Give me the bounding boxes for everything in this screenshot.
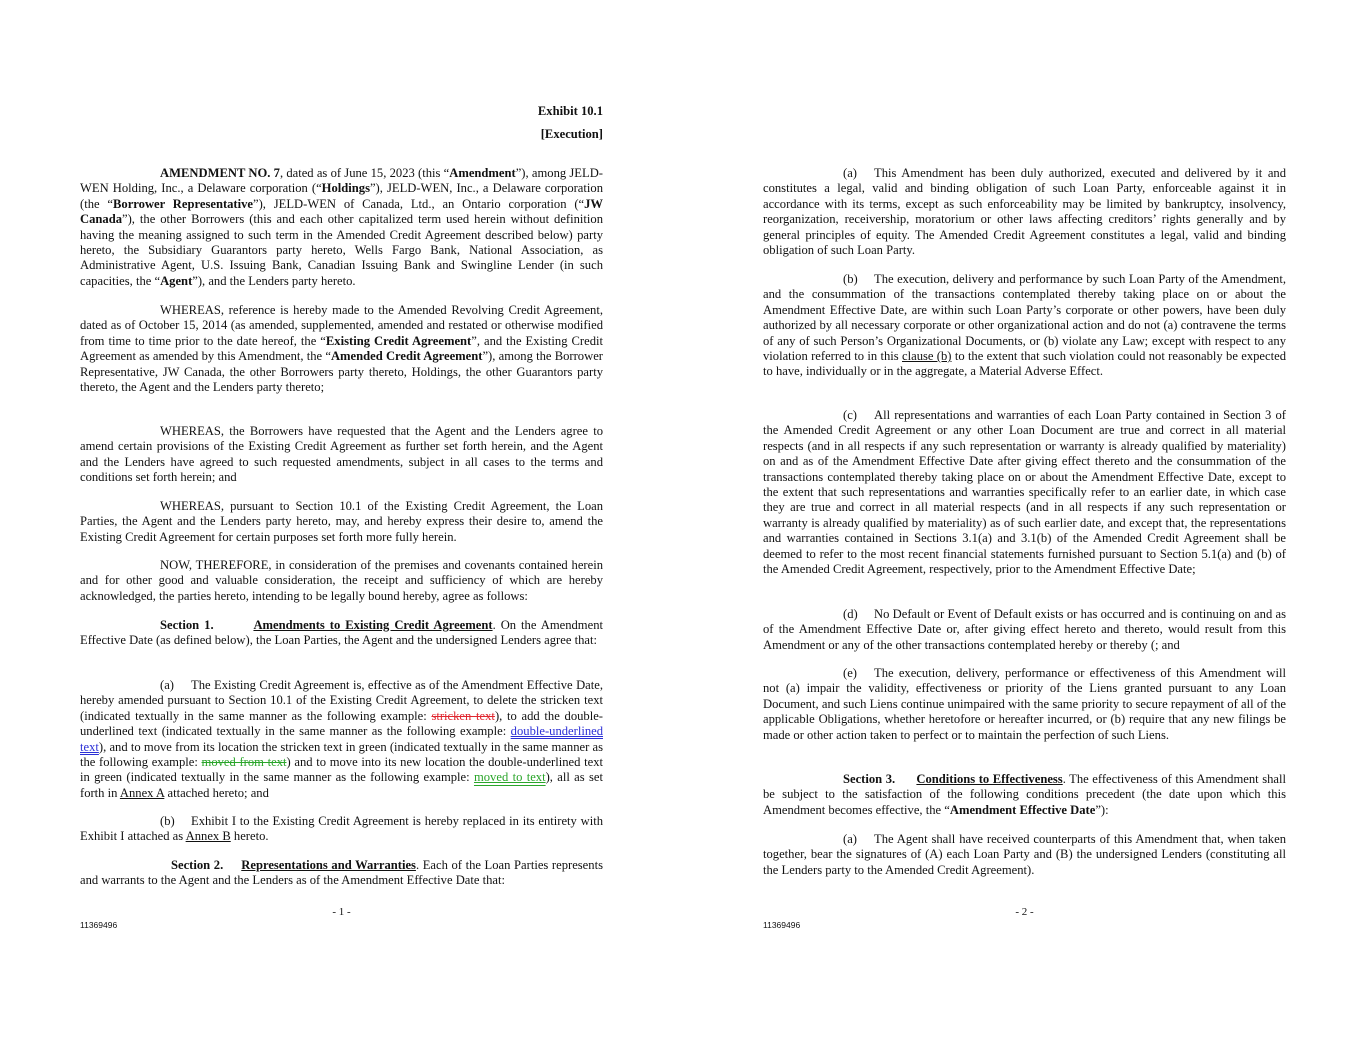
moved-from-text-example: moved from text	[201, 755, 287, 770]
intro-text: , dated as of June 15, 2023 (this “	[279, 166, 450, 180]
clause-label: (c)	[843, 408, 857, 422]
section-text: . On the Amendment Effective Date (as defined below), the Loan Parties, the Agent and the undersigned Lenders agree that:	[80, 618, 603, 648]
section-1a-paragraph	[80, 678, 603, 801]
intro-text: ”), among JELD-WEN Holding, Inc., a Delaware corporation (“	[80, 166, 603, 196]
whereas-text: ”, and the Existing Credit Agreement as amended by this Amendment, the “	[80, 333, 603, 364]
section-1-paragraph	[80, 618, 603, 649]
whereas-text: ”), among the Borrower Representative, JW Canada, the other Borrowers party thereto, Holdings, the other Guarantors party thereto, the Agent and the Lenders party thereto;	[80, 349, 603, 395]
clause-text: ), and to move from its location the stricken text in green (indicated textually in the same manner as the following example:	[80, 739, 603, 770]
clause-text: No Default or Event of Default exists or has occurred and is continuing on and as of the Amendment Effective Date or, after giving effect hereto and thereto, would result from this Amendment or any of the other transactions contemplated hereby or thereby (; and	[763, 607, 1286, 652]
double-underlined-text-example: double-underlined text	[80, 724, 603, 754]
intro-text: ”), the other Borrowers (this and each other capitalized term used herein without definition having the meaning assigned to such term in the Amended Credit Agreement described below) party hereto, the Subsidiary Guarantors party hereto, Wells Fargo Bank, National Association, as Administrative Agent, U.S. Issuing Bank, Canadian Issuing Bank and Swingline Lender (in such capacities, the “	[80, 212, 603, 288]
section-label: Section 2.	[171, 858, 224, 872]
defined-term: Holdings	[321, 181, 370, 196]
defined-term: Amendment	[449, 166, 516, 180]
section-heading: Conditions to Effectiveness	[916, 772, 1063, 786]
clause-label: (a)	[160, 678, 174, 692]
section-2d-paragraph	[763, 607, 1286, 653]
section-1b-paragraph	[80, 814, 603, 845]
clause-text: ), to add the double-underlined text (indicated textually in the same manner as the following example:	[80, 708, 603, 739]
clause-text: ), all as set forth in	[80, 770, 603, 800]
intro-paragraph	[80, 166, 603, 289]
defined-term: JW Canada	[80, 196, 603, 227]
section-3a-paragraph	[763, 832, 1286, 878]
page-number: - 2 -	[1015, 906, 1034, 918]
section-3-paragraph	[763, 772, 1286, 818]
annex-b-reference: Annex B	[185, 829, 231, 844]
intro-text: ”), JELD-WEN, Inc., a Delaware corporation (the “	[80, 181, 603, 211]
now-therefore-paragraph: NOW, THEREFORE, in consideration of the premises and covenants contained herein and for other good and valuable consideration, the receipt and sufficiency of which are hereby acknowledged, the parties hereto, intending to be legally bound hereby, agree as follows:	[80, 558, 603, 603]
clause-text: ) and to move into its new location the double-underlined text in green (indicated textually in the same manner as the following example:	[80, 755, 603, 785]
whereas-paragraph-1	[80, 303, 603, 395]
clause-text: All representations and warranties of each Loan Party contained in Section 3 of the Amended Credit Agreement or any other Loan Document are true and correct in all material respects (and in all respects if any such representation or warranty is already qualified by materiality) on and as of the Amendment Effective Date after giving effect thereto and the consummation of the transactions contemplated thereby taking place on or about the Amendment Effective Date, except to the extent that such representations and warranties specifically refer to an earlier date, in which case they are true and correct in all material respects (and in all respects if any such representation or warranty is already qualified by materiality) as of such earlier date, and except that, the representations and warranties contained in Sections 3.1(a) and 3.1(b) of the Amended Credit Agreement shall be deemed to refer to the most recent financial statements furnished pursuant to Section 5.1(a) and (b) of the Amended Credit Agreement, respectively, prior to the Amendment Effective Date;	[763, 408, 1286, 577]
clause-label: (e)	[843, 666, 857, 680]
defined-term: Existing Credit Agreement	[325, 333, 472, 348]
execution-label: [Execution]	[540, 127, 603, 141]
section-2c-paragraph	[763, 408, 1286, 577]
section-label: Section 3.	[843, 772, 896, 786]
whereas-text: WHEREAS, reference is hereby made to the Amended Revolving Credit Agreement, dated as of October 15, 2014 (as amended, supplemented, amended and restated or otherwise modified from time to time prior to the date hereof, the “	[80, 303, 603, 348]
section-text: . Each of the Loan Parties represents and warrants to the Agent and the Lenders as of the Amendment Effective Date that:	[80, 858, 603, 888]
clause-label: (b)	[160, 814, 175, 828]
page-number: - 1 -	[332, 906, 351, 918]
defined-term: Amendment Effective Date	[949, 802, 1096, 817]
section-2a-paragraph	[763, 166, 1286, 258]
section-2e-paragraph	[763, 666, 1286, 743]
clause-label: (b)	[843, 272, 858, 286]
clause-b-reference: clause (b)	[902, 349, 952, 364]
clause-label: (a)	[843, 166, 857, 180]
clause-label: (a)	[843, 832, 857, 846]
section-2b-paragraph	[763, 272, 1286, 380]
intro-text: ”), and the Lenders party hereto.	[192, 273, 356, 288]
whereas-paragraph-2: WHEREAS, the Borrowers have requested that the Agent and the Lenders agree to amend certain provisions of the Existing Credit Agreement as further set forth herein, and the Agent and the Lenders have agreed to such requested amendments, subject in all cases to the terms and conditions set forth herein; and	[80, 424, 603, 485]
defined-term: Agent	[160, 273, 193, 288]
section-text: ”):	[1095, 802, 1109, 817]
section-heading: Representations and Warranties	[241, 858, 416, 872]
section-label: Section 1.	[160, 618, 214, 632]
intro-text: ”), JELD-WEN of Canada, Ltd., an Ontario corporation (“	[253, 196, 585, 211]
moved-to-text-example: moved to text	[473, 770, 546, 785]
clause-text: to the extent that such violation could not reasonably be expected to have, individually or in the aggregate, a Material Adverse Effect.	[763, 349, 1286, 379]
document-id: 11369496	[763, 920, 801, 930]
clause-text: attached hereto; and	[164, 785, 269, 800]
clause-text: The execution, delivery, performance or effectiveness of this Amendment will not (a) impair the validity, effectiveness or priority of the Liens granted pursuant to any Loan Document, and such Liens continue unimpaired with the same priority to secure repayment of all of the applicable Obligations, whether heretofore or hereafter incurred, or (b) require that any new filings be made or other action taken to perfect or to maintain the perfection of such Liens.	[763, 666, 1286, 742]
clause-text: hereto.	[230, 829, 269, 844]
clause-text: This Amendment has been duly authorized, executed and delivered by it and constitutes a legal, valid and binding obligation of such Loan Party, enforceable against it in accordance with its terms, except as such enforceability may be limited by bankruptcy, insolvency, reorganization, receivership, moratorium or other laws affecting creditors’ rights generally and by general principles of equity. The Amended Credit Agreement constitutes a legal, valid and binding obligation of such Loan Party.	[763, 166, 1286, 258]
whereas-paragraph-3: WHEREAS, pursuant to Section 10.1 of the Existing Credit Agreement, the Loan Parties, the Agent and the Lenders party hereto, may, and hereby express their desire to, amend the Existing Credit Agreement for certain purposes set forth more fully herein.	[80, 499, 603, 544]
amendment-title: AMENDMENT NO. 7	[160, 166, 280, 180]
exhibit-label: Exhibit 10.1	[537, 104, 603, 118]
annex-a-reference: Annex A	[119, 785, 165, 800]
stricken-text-example: stricken text	[431, 708, 495, 723]
section-2-paragraph	[80, 858, 603, 889]
clause-text: The Existing Credit Agreement is, effective as of the Amendment Effective Date, hereby amended pursuant to Section 10.1 of the Existing Credit Agreement, to delete the stricken text (indicated textually in the same manner as the following example:	[80, 678, 603, 723]
clause-text: Exhibit I to the Existing Credit Agreement is hereby replaced in its entirety with Exhibit I attached as	[80, 814, 603, 844]
clause-text: The execution, delivery and performance by such Loan Party of the Amendment, and the consummation of the transactions contemplated thereby taking place on or about the Amendment Effective Date, are within such Loan Party’s corporate or other powers, have been duly authorized by all necessary corporate or other organizational action and do not (a) contravene the terms of any of such Person’s Organizational Documents, or (b) violate any Law; except with respect to any violation referred to in this	[763, 272, 1286, 364]
clause-text: The Agent shall have received counterparts of this Amendment that, when taken together, bear the signatures of (A) each Loan Party and (B) the undersigned Lenders (constituting all the Lenders party to the Amended Credit Agreement).	[763, 832, 1286, 877]
section-text: . The effectiveness of this Amendment shall be subject to the satisfaction of the following conditions precedent (the date upon which this Amendment becomes effective, the “	[763, 772, 1286, 817]
section-heading: Amendments to Existing Credit Agreement	[253, 618, 493, 632]
document-id: 11369496	[80, 920, 118, 930]
clause-label: (d)	[843, 607, 858, 621]
defined-term: Amended Credit Agreement	[330, 349, 483, 364]
defined-term: Borrower Representative	[113, 196, 254, 211]
